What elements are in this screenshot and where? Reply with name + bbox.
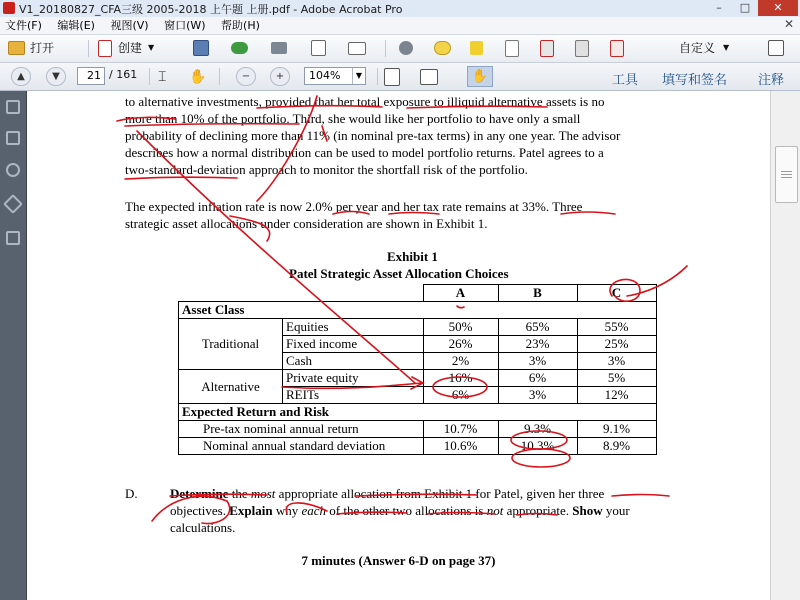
time-allotment: 7 minutes (Answer 6-D on page 37): [301, 553, 496, 568]
sign-icon: [575, 40, 589, 57]
customize-label: 自定义: [679, 41, 716, 55]
sign-button[interactable]: [575, 38, 589, 58]
navigation-panel: [0, 91, 27, 600]
expand-icon: [768, 40, 784, 56]
cell-value: 9.3%: [498, 421, 577, 438]
paragraph-line: to alternative investments, provided that her total exposure to illiquid alternative assets is no: [125, 94, 605, 109]
question-line-1: Determine the most appropriate allocation from Exhibit 1 for Patel, given her three: [170, 486, 605, 501]
question-line-3: calculations.: [170, 520, 236, 535]
bookmark-icon[interactable]: [6, 131, 20, 145]
attach-file-icon: [540, 40, 554, 57]
print-icon: [271, 42, 287, 54]
title-bar: [0, 0, 800, 18]
section-return-risk: Expected Return and Risk: [179, 404, 657, 421]
folder-icon: [8, 41, 25, 55]
cell-value: 10.7%: [423, 421, 498, 438]
cell-value: 8.9%: [577, 438, 656, 455]
stamp-button[interactable]: [505, 38, 519, 58]
highlighter-icon: [470, 41, 483, 55]
cell-value: 26%: [423, 336, 498, 353]
arrow-up-icon: ▲: [17, 71, 25, 82]
row-label: Private equity: [283, 370, 424, 387]
cell-value: 6%: [423, 387, 498, 404]
page-thumbnails-icon[interactable]: [6, 100, 20, 114]
comment-button[interactable]: [434, 38, 451, 58]
group-alternative: Alternative: [179, 370, 283, 404]
arrow-down-icon: ▼: [52, 71, 60, 82]
create-button[interactable]: [98, 38, 154, 58]
zoom-value: 104%: [309, 69, 341, 82]
edit-button[interactable]: [311, 38, 326, 58]
cell-value: 9.1%: [577, 421, 656, 438]
window-controls: [706, 0, 798, 16]
cell-value: 3%: [498, 353, 577, 370]
acrobat-app-icon: [3, 2, 15, 14]
scrollbar-thumb[interactable]: [775, 146, 798, 203]
speech-bubble-icon: [434, 41, 451, 55]
create-pdf-icon: [98, 40, 112, 57]
paragraph-line: probability of declining more than 11% (in nominal pre-tax terms) in any one year. The advisor: [125, 128, 621, 143]
cell-value: 3%: [577, 353, 656, 370]
hand-tool-button[interactable]: [189, 67, 206, 87]
cursor-icon: ⌶: [158, 69, 167, 85]
column-header-c: C: [577, 285, 656, 302]
group-traditional: Traditional: [179, 319, 283, 370]
main-toolbar: [0, 35, 800, 63]
window-title: V1_20180827_CFA三级 2005-2018 上午题 上册.pdf - Adobe Acrobat Pro: [19, 3, 403, 16]
cell-value: 23%: [498, 336, 577, 353]
attachment-icon[interactable]: [6, 163, 20, 177]
fit-width-icon: [420, 69, 438, 85]
menu-file[interactable]: 文件(F): [5, 19, 42, 32]
cell-value: 25%: [577, 336, 656, 353]
cell-value: 50%: [423, 319, 498, 336]
paragraph-line: strategic asset allocations under consideration are shown in Exhibit 1.: [125, 216, 488, 231]
select-tool-button[interactable]: [158, 67, 166, 87]
toolbar-separator: [149, 68, 150, 85]
vertical-scrollbar[interactable]: [770, 91, 800, 600]
cloud-upload-icon: [231, 42, 248, 54]
cell-value: 3%: [498, 387, 577, 404]
menu-window[interactable]: 窗口(W): [164, 19, 206, 32]
settings-button[interactable]: [399, 38, 413, 58]
toolbar-separator: [219, 68, 220, 85]
tools-pane-link[interactable]: 工具: [612, 73, 639, 88]
review-icon: [610, 40, 624, 57]
menu-help[interactable]: 帮助(H): [221, 19, 260, 32]
upload-button[interactable]: [231, 38, 248, 58]
section-asset-class: Asset Class: [179, 302, 657, 319]
layers-icon[interactable]: [3, 194, 23, 214]
chevron-down-icon: ▼: [148, 43, 155, 52]
table-row: [179, 319, 657, 336]
paragraph-line: describes how a normal distribution can be used to model portfolio returns. Patel agrees to a: [125, 145, 604, 160]
hand-icon: ✋: [471, 68, 489, 84]
table-row: [179, 421, 657, 438]
zoom-in-button[interactable]: [270, 67, 290, 86]
fill-sign-pane-link[interactable]: 填写和签名: [662, 73, 728, 88]
read-mode-button[interactable]: [467, 66, 493, 87]
create-label: 创建: [118, 41, 143, 55]
cell-value: 2%: [423, 353, 498, 370]
toolbar-separator: [377, 68, 378, 85]
row-label: Equities: [283, 319, 424, 336]
cell-value: 10.3%: [498, 438, 577, 455]
column-header-b: B: [498, 285, 577, 302]
allocation-table: [178, 284, 657, 455]
question-line-2: objectives. Explain why each of the other two allocations is not appropriate. Show your: [170, 503, 630, 518]
close-window-button[interactable]: ✕: [758, 0, 798, 16]
plus-icon: +: [275, 71, 285, 82]
highlight-button[interactable]: [470, 38, 483, 58]
gear-icon: [399, 41, 413, 55]
envelope-icon: [348, 42, 366, 55]
hand-icon: ✋: [189, 69, 207, 85]
row-label: Pre-tax nominal annual return: [179, 421, 424, 438]
navigation-toolbar: [0, 63, 800, 91]
question-letter: D.: [125, 486, 138, 501]
cell-value: 65%: [498, 319, 577, 336]
signature-icon[interactable]: [6, 231, 20, 245]
table-section-row: [179, 404, 657, 421]
document-viewport[interactable]: [27, 91, 770, 600]
menu-edit[interactable]: 编辑(E): [57, 19, 95, 32]
comment-pane-link[interactable]: 注释: [758, 73, 785, 88]
exhibit-title: Exhibit 1: [387, 249, 438, 264]
print-button[interactable]: [271, 38, 287, 58]
attach-button[interactable]: [540, 38, 554, 58]
email-button[interactable]: [348, 38, 366, 58]
save-icon: [193, 40, 209, 56]
expand-button[interactable]: [768, 38, 784, 58]
next-page-button[interactable]: [46, 67, 66, 86]
cell-value: 10.6%: [423, 438, 498, 455]
cell-value: 16%: [423, 370, 498, 387]
menu-bar: [0, 17, 800, 35]
toolbar-separator: [88, 40, 89, 57]
row-label: Cash: [283, 353, 424, 370]
cell-value: 55%: [577, 319, 656, 336]
minimize-button[interactable]: –: [716, 1, 722, 14]
cell-value: 12%: [577, 387, 656, 404]
customize-button[interactable]: [679, 38, 729, 58]
page-total: / 161: [109, 68, 138, 81]
review-button[interactable]: [610, 38, 624, 58]
chevron-down-icon: ▼: [723, 43, 730, 52]
row-label: Fixed income: [283, 336, 424, 353]
exhibit-subtitle: Patel Strategic Asset Allocation Choices: [289, 266, 509, 281]
fit-page-icon: [384, 68, 400, 86]
question-keyword: Determine: [170, 486, 229, 501]
save-button[interactable]: [193, 38, 209, 58]
edit-icon: [311, 40, 326, 56]
table-row: [179, 438, 657, 455]
zoom-select[interactable]: [304, 67, 366, 85]
maximize-button[interactable]: □: [739, 1, 751, 14]
previous-page-button[interactable]: [11, 67, 31, 86]
stamp-icon: [505, 40, 519, 57]
open-label: 打开: [30, 41, 55, 55]
fit-page-button[interactable]: [384, 67, 400, 87]
paragraph-line: The expected inflation rate is now 2.0% per year and her tax rate remains at 33%. Three: [125, 199, 583, 214]
menu-view[interactable]: 视图(V): [110, 19, 149, 32]
cell-value: 5%: [577, 370, 656, 387]
fit-width-button[interactable]: [420, 67, 438, 87]
chevron-down-icon: ▼: [352, 68, 365, 84]
open-button[interactable]: [8, 38, 54, 58]
ink-underline: [612, 495, 669, 497]
paragraph-line: two-standard-deviation approach to monitor the shortfall risk of the portfolio.: [125, 162, 528, 177]
table-row: [179, 370, 657, 387]
table-header-row: [179, 285, 657, 302]
minus-icon: −: [241, 71, 251, 82]
close-document-button[interactable]: ✕: [783, 17, 794, 31]
toolbar-separator: [385, 40, 386, 57]
column-header-a: A: [423, 285, 498, 302]
cell-value: 6%: [498, 370, 577, 387]
zoom-out-button[interactable]: [236, 67, 256, 86]
row-label: REITs: [283, 387, 424, 404]
page-number-input[interactable]: 21: [77, 67, 105, 85]
row-label: Nominal annual standard deviation: [179, 438, 424, 455]
table-section-row: [179, 302, 657, 319]
paragraph-line: more than 10% of the portfolio. Third, she would like her portfolio to have only a small: [125, 111, 581, 126]
